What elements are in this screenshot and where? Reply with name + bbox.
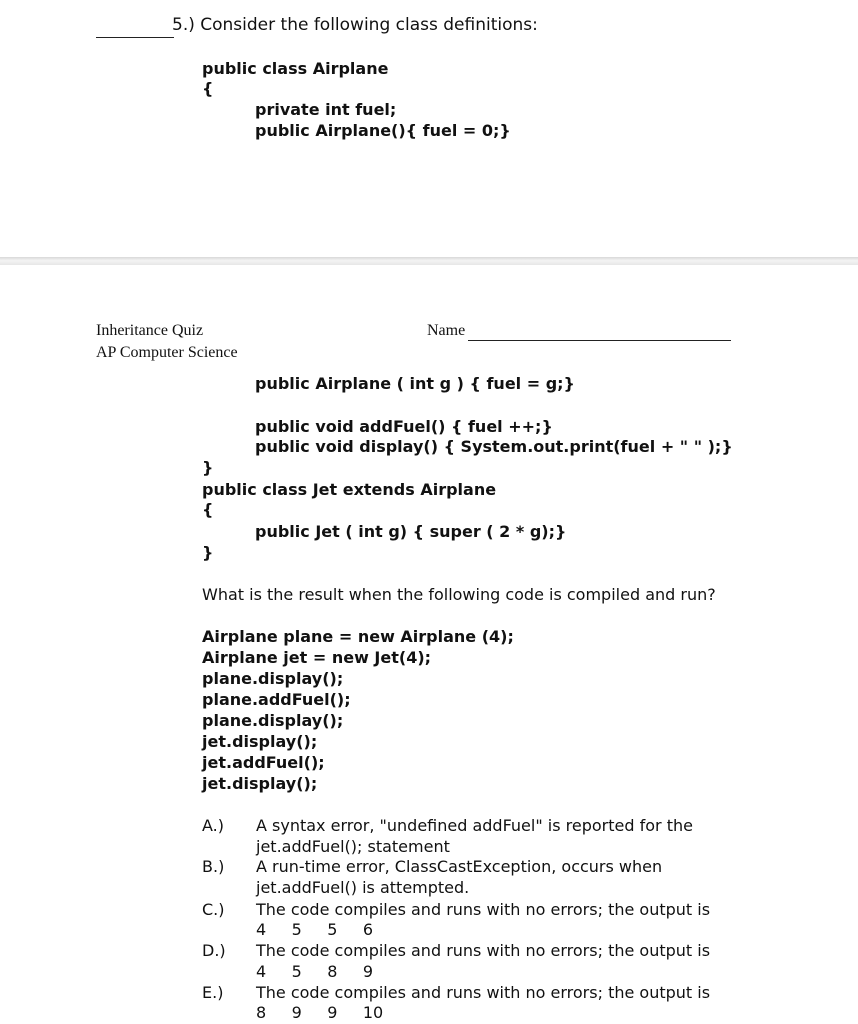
choice-d-text: The code compiles and runs with no errors; the output is [256,941,711,960]
choice-a-letter: A.) [202,816,224,835]
addfuel-method: public void addFuel() { fuel ++;} [255,417,553,436]
class-airplane-header: public class Airplane [202,59,389,78]
page-separator [0,257,858,265]
jet-close-brace: } [202,543,214,562]
code-line: jet.addFuel(); [202,753,325,772]
code-line: Airplane jet = new Jet(4); [202,648,432,667]
choice-c-letter: C.) [202,900,225,919]
question-number-label: 5.) Consider the following class definitions: [172,15,538,35]
quiz-title: Inheritance Quiz [96,322,204,339]
airplane-int-constructor: public Airplane ( int g ) { fuel = g;} [255,374,575,393]
close-brace: } [202,458,214,477]
choice-a-text: A syntax error, "undefined addFuel" is reported for the [256,816,693,835]
open-brace: { [202,79,214,98]
choice-e-text: The code compiles and runs with no errors; the output is [256,983,711,1002]
choice-b-text-2: jet.addFuel() is attempted. [256,878,470,897]
jet-open-brace: { [202,500,214,519]
choice-c-text: The code compiles and runs with no errors; the output is [256,900,711,919]
choice-e-text-2: 8 9 9 10 [256,1003,384,1022]
fuel-field: private int fuel; [255,100,397,119]
answer-blank [96,37,174,38]
name-blank [468,340,731,341]
choice-a-text-2: jet.addFuel(); statement [256,837,450,856]
code-line: plane.addFuel(); [202,690,351,709]
choice-b-text: A run-time error, ClassCastException, occurs when [256,857,663,876]
name-label: Name [427,322,466,339]
choice-c-text-2: 4 5 5 6 [256,920,374,939]
code-line: plane.display(); [202,711,344,730]
question-prompt: What is the result when the following code is compiled and run? [202,585,716,604]
airplane-default-constructor: public Airplane(){ fuel = 0;} [255,121,511,140]
choice-d-text-2: 4 5 8 9 [256,962,374,981]
choice-e-letter: E.) [202,983,224,1002]
jet-constructor: public Jet ( int g) { super ( 2 * g);} [255,522,567,541]
choice-b-letter: B.) [202,857,225,876]
code-line: jet.display(); [202,774,318,793]
choice-d-letter: D.) [202,941,226,960]
code-line: Airplane plane = new Airplane (4); [202,627,514,646]
class-jet-header: public class Jet extends Airplane [202,480,497,499]
code-line: plane.display(); [202,669,344,688]
code-line: jet.display(); [202,732,318,751]
course-title: AP Computer Science [96,344,238,361]
display-method: public void display() { System.out.print(fuel + " " );} [255,437,733,456]
